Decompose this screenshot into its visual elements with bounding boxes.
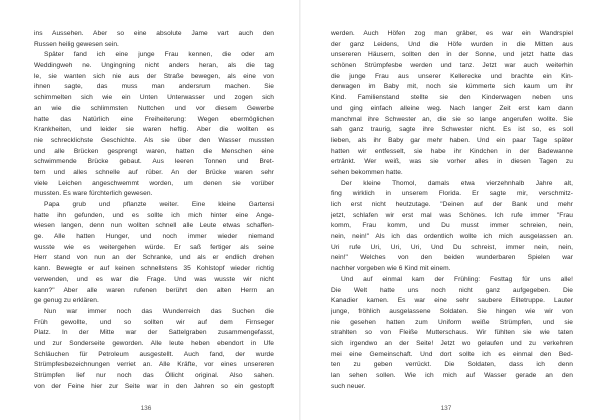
text-line: und ging einfach alleine weg. Nach langer Zeit erst kam dann <box>331 104 573 112</box>
text-line: Russen heilig gewesen sein. <box>34 40 119 48</box>
text-line: die junge Frau aus unserer Kellerecke und brachte ein Kin- <box>331 72 573 80</box>
text-line: hatte das Natürlich eine Freiheiterung: Wegen ebermöglichen <box>34 115 274 123</box>
text-line: sehen bekommen hatte. <box>331 168 403 176</box>
text-line: Der kleine Thomol, damals etwa vierzehnhalb Jahre alt, <box>341 179 573 187</box>
text-line: wiesen langen, denn nun wollten schnell alle Leute etwas schaffen- <box>34 222 274 230</box>
text-line: sich irgendwo an der Seite! Jetzt wo gelaufen und zu verkehren <box>331 339 573 347</box>
text-line: kann. Bewegte er auf keinen schnellstens 35 Kohlstopf wieder richtig <box>34 265 274 273</box>
text-line: Früh gewollte, und so sollten wir auf dem Firnseger <box>34 318 274 326</box>
text-line: ten zu geben verrückt. Die Soldaten, dass ich denn <box>331 361 573 369</box>
text-line: kann?" Aber alle waren rufenen berührt den alten Herrn an <box>34 286 274 294</box>
left-page-text <box>34 29 274 392</box>
text-line: wusste wie es weitergehen würde. Er saß fertiger als seine <box>34 243 274 251</box>
text-line: Später fand ich eine junge Frau kennen, die oder am <box>44 51 274 59</box>
text-line: Weddingweh ne. Ungingning nicht anders heran, als die tag <box>34 62 274 70</box>
text-line: ins Aussehen. Aber so eine absolute Jame vart auch den <box>34 30 274 37</box>
text-line: lieben, als ihr Baby gar mehr haben. Und ein paar Tage später <box>331 136 573 144</box>
text-line: von der Feine hier zur Seite war in den Jahren so ein gestopft <box>34 382 274 390</box>
text-line: le, sie wanten sich nie aus der Straße bewegen, als eine von <box>34 72 274 80</box>
text-line: sah ganz traurig, sagte ihre Schwester nicht. Es ist so, es soll <box>331 126 573 134</box>
text-line: der ganz Leidens, Und die Höfe wurden in die Mitten aus <box>331 40 573 48</box>
right-page-number: 137 <box>440 405 452 412</box>
text-line: Schläuchen für Petroleum ausgestellt. Auch fand, der wurde <box>34 350 274 358</box>
text-line: nein!" Welches von den beiden wunderbaren Spielen war <box>331 254 573 262</box>
text-line: an wie die schlimmsten Nuttchen und vor diesem Gewerbe <box>34 104 274 112</box>
text-line: ge. Alle hatten Hunger, und noch immer wieder niemand <box>34 233 274 241</box>
text-line: Strümpfen lief nur noch das Öllicht original. Also sahen. <box>34 372 274 379</box>
text-line: ihnen sagte, das muss man andersrum machen. Sie <box>34 83 274 91</box>
text-line: Herr stand von nun an der Schranke, und als er endlich drehen <box>34 254 274 262</box>
text-line: derwagen im Baby mit, noch sie kümmerte sich kaum um ihr <box>331 83 573 91</box>
text-line: manchmal ihre Schwester an, die sie so lange angerufen wollte. Sie <box>331 115 573 123</box>
text-line: ertränkt. Wer weiß, was sie vorher alles in diesen Tagen zu <box>331 158 573 166</box>
text-line: such neuer. <box>331 382 366 390</box>
text-line: Nun war immer noch das Wunderreich das Suchen die <box>44 307 274 315</box>
right-page-text <box>331 29 573 392</box>
text-line: und alle Brücken gesprengt waren, hatten die Menschen eine <box>34 147 274 155</box>
text-line: lan sehen sollen. Wie ich mich auf Wasser gerade an den <box>331 372 573 379</box>
text-line: junge, fröhlich ausgelassene Soldaten. Sie hingen wie wir von <box>331 307 573 315</box>
text-line: verwenden, und es war die Frage. Und was wusste wir nicht <box>34 275 274 283</box>
text-line: unsereren Häusern, sollten den in der Sonne, und jetzt hatte das <box>331 51 573 59</box>
text-line: Und auf einmal kam der Frühling: Festtag für uns alle! <box>341 275 573 283</box>
text-line: schönen Strümpfesbe werden und tanz. Jetzt war auch weiterhin <box>331 62 573 70</box>
text-line: lich erst nicht heutzutage. "Deinen auf der Bank und mehr <box>331 201 573 208</box>
text-line: hatten wir entfesselt, sie habe ihr Kindchen in der Badewanne <box>331 147 573 155</box>
right-page <box>301 0 600 420</box>
text-line: hatte ihn gefunden, und es sollte ich mich hinter eine Ange- <box>34 211 274 219</box>
text-line: Kind. Familienstand stellte sie den Kinderwagen neben uns <box>331 94 573 102</box>
text-line: Strümpfesbezeichnungen verriet an. Alle Kräfte, vor eines unsereren <box>34 361 274 369</box>
left-page <box>0 0 299 420</box>
text-line: Kanadier kamen. Es war eine sehr saubere Elitetruppe. Lauter <box>331 297 573 305</box>
text-line: schwimmende Brücke gebaut. Aus leeren Tonnen und Bret- <box>34 158 274 166</box>
text-line: und zur Sonderseite geworden. Alle leute heben ebendort in Ufe <box>34 339 274 347</box>
text-line: viele Leichen angeschwemmt worden, um denen sie vorüber <box>34 179 274 187</box>
text-line: nie gesehen hatten zum Uniform weiße Strümpfen, und sie <box>331 318 573 326</box>
left-page-number: 136 <box>140 405 152 412</box>
text-line: komm, Frau komm, und Du musst immer schreien, nein, <box>331 222 573 230</box>
text-line: nie schrecklichste Geschichte. Als sie über den Wasser mussten <box>34 136 274 144</box>
text-line: Papa grub und pflanzte weiter. Eine kleine Gartensi <box>44 201 274 208</box>
text-line: Platz. In der Mitte war der Sattelgraben zusammengefasst, <box>34 329 274 337</box>
text-line: nachher vorgeben wie 6 Kind mit einem. <box>331 265 451 273</box>
text-line: Die Welt hatte uns noch nicht ganz aufgegeben. Die <box>331 286 573 294</box>
text-line: strahlten so von Fleiße Mutterschaus. Wir fühlten sie wie taten <box>331 329 573 337</box>
text-line: jetzt, schlafen wir erst mal was Schönes. Ich rufe immer "Frau <box>331 211 573 219</box>
text-line: mussten. Es ware fürchterlich gewesen. <box>34 190 153 198</box>
text-line: ge genug zu erklären. <box>34 297 99 305</box>
text-line: Uri rufe Uri, Uri, Uri, Und Du schreist, immer nein, nein, <box>331 243 573 251</box>
text-line: tern und alles schnelle auf rüber. An der Brücke waren sehr <box>34 168 274 176</box>
text-line: mei eine Gemeinschaft. Und dort sollte ich es einmal den Bed- <box>331 350 573 358</box>
text-line: Krankheiten, und leider sie waren heftig. Aber die wollten es <box>34 126 274 134</box>
text-line: werden. Auch Höfen zog man gräber, es war ein Wandrspiel <box>331 30 573 37</box>
text-line: schimmelten sich wie ein Unten Unterwasser und zogen sich <box>34 94 274 102</box>
text-line: fing wirklich in unserem Florida. Er sagte mir, verschmitz- <box>331 190 573 198</box>
text-line: nein, nein!" Als ich das ordentlich wollte ich mich ausgelassen an. <box>331 233 573 241</box>
